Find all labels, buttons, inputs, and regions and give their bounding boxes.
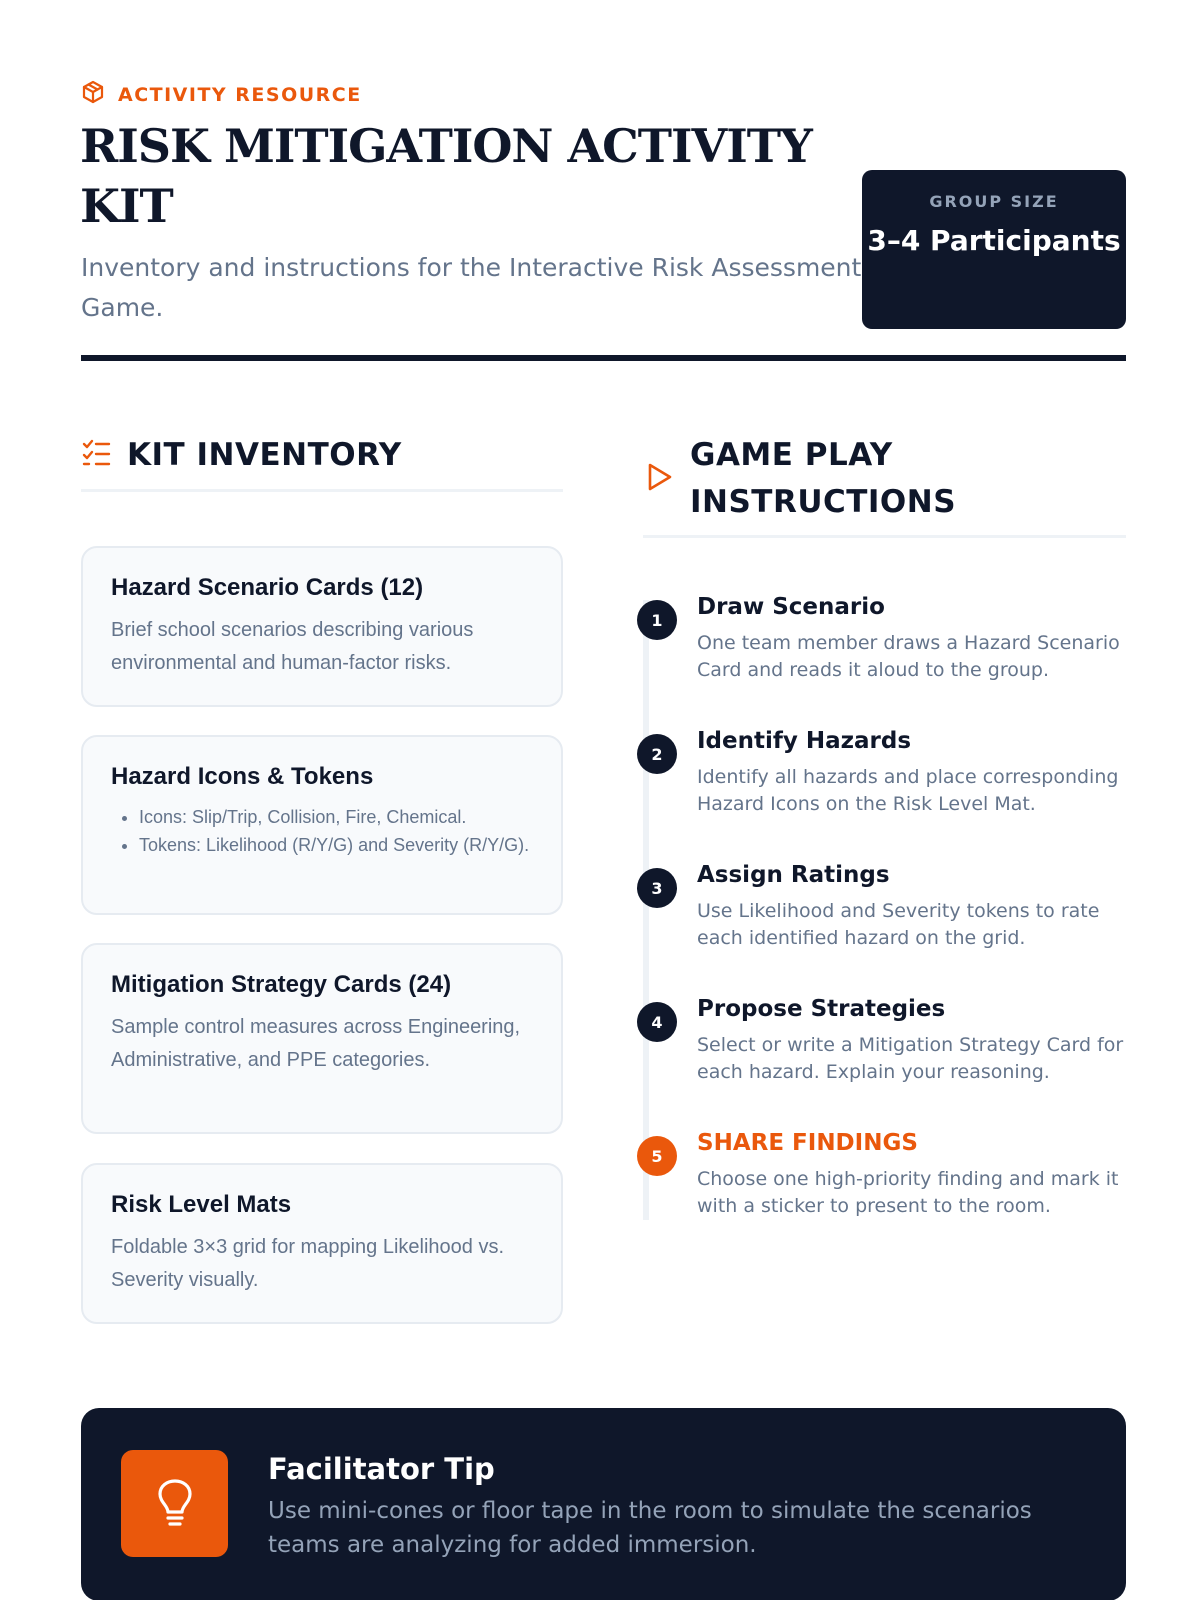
inventory-card-description: Foldable 3×3 grid for mapping Likelihood vs. Severity visually. (111, 1236, 505, 1291)
page-title: RISK MITIGATION ACTIVITY KIT (80, 119, 812, 233)
step-title: SHARE FINDINGS (697, 1130, 918, 1156)
step-number: 5 (637, 1136, 677, 1176)
eyebrow (81, 80, 362, 109)
step-title: Propose Strategies (697, 996, 946, 1022)
step-description: One team member draws a Hazard Scenario Card and reads it aloud to the group. (697, 632, 1120, 681)
group-size-card (862, 170, 1126, 329)
inventory-heading (81, 432, 402, 479)
inventory-card (81, 546, 563, 707)
inventory-card-title: Risk Level Mats (111, 1191, 292, 1218)
checklist-icon (81, 438, 111, 473)
play-icon (646, 462, 674, 497)
inventory-title: KIT INVENTORY (127, 437, 402, 473)
inventory-card (81, 735, 563, 915)
inventory-card-title: Hazard Icons & Tokens (111, 763, 374, 790)
inventory-card-title: Mitigation Strategy Cards (24) (111, 971, 452, 998)
inventory-divider (81, 489, 563, 492)
step-number: 4 (637, 1002, 677, 1042)
step-title: Identify Hazards (697, 728, 912, 754)
tip-text: Use mini-cones or floor tape in the room to simulate the scenarios teams are analyzing for added immersion. (268, 1498, 1032, 1558)
lightbulb-icon (121, 1450, 228, 1557)
inventory-card-description: Sample control measures across Engineering, Administrative, and PPE categories. (111, 1016, 521, 1071)
cube-icon (81, 80, 105, 109)
step-description: Select or write a Mitigation Strategy Card for each hazard. Explain your reasoning. (697, 1034, 1124, 1083)
tip-title: Facilitator Tip (268, 1452, 495, 1486)
bullet-item: • Tokens: Likelihood (R/Y/G) and Severity (R/Y/G). (139, 831, 533, 859)
step-description: Choose one high-priority finding and mark it with a sticker to present to the room. (697, 1168, 1119, 1217)
inventory-card-description: Brief school scenarios describing various environmental and human-factor risks. (111, 619, 474, 674)
step-number: 2 (637, 734, 677, 774)
header-divider (81, 355, 1126, 361)
step-number: 3 (637, 868, 677, 908)
step-title: Assign Ratings (697, 862, 890, 888)
eyebrow-label: ACTIVITY RESOURCE (118, 83, 362, 106)
instructions-heading (646, 432, 1116, 526)
step-description: Identify all hazards and place corresponding Hazard Icons on the Risk Level Mat. (697, 766, 1119, 815)
instructions-divider (643, 535, 1126, 538)
inventory-card (81, 1163, 563, 1324)
step-description: Use Likelihood and Severity tokens to rate each identified hazard on the grid. (697, 900, 1100, 949)
inventory-card (81, 943, 563, 1134)
bullet-item: • Icons: Slip/Trip, Collision, Fire, Chemical. (139, 803, 533, 831)
facilitator-tip (81, 1408, 1126, 1600)
step-title: Draw Scenario (697, 594, 885, 620)
step-number: 1 (637, 600, 677, 640)
page-subtitle: Inventory and instructions for the Interactive Risk Assessment Game. (81, 253, 862, 322)
instructions-title: GAME PLAY INSTRUCTIONS (690, 437, 957, 520)
inventory-card-bullets (111, 803, 533, 859)
timeline-line (643, 600, 649, 1220)
inventory-card-title: Hazard Scenario Cards (12) (111, 574, 424, 601)
group-size-label: GROUP SIZE (929, 192, 1059, 211)
group-size-value: 3–4 Participants (867, 224, 1121, 257)
